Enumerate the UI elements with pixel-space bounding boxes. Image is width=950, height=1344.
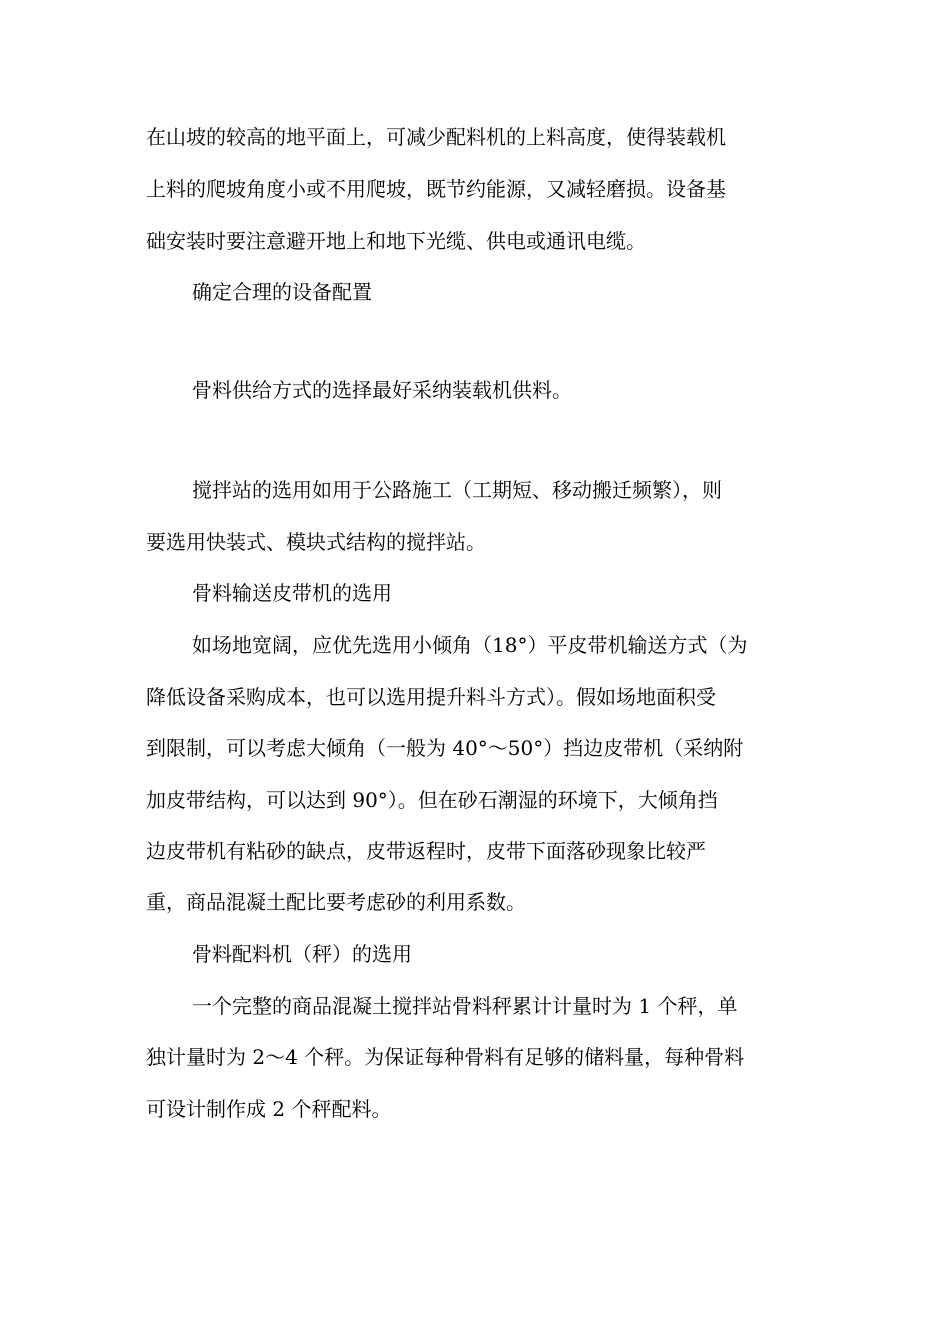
paragraph-line: 在山坡的较高的地平面上，可减少配料机的上料高度，使得装载机: [146, 125, 726, 149]
paragraph-line: 骨料供给方式的选择最好采纳装载机供料。: [192, 378, 572, 402]
paragraph-line: 上料的爬坡角度小或不用爬坡，既节约能源，又减轻磨损。设备基: [146, 177, 726, 201]
section-heading: 确定合理的设备配置: [192, 280, 372, 304]
paragraph-line: 一个完整的商品混凝土搅拌站骨料秤累计计量时为 1 个秤，单: [192, 994, 738, 1018]
paragraph-line: 独计量时为 2～4 个秤。为保证每种骨料有足够的储料量，每种骨料: [146, 1045, 745, 1069]
paragraph-line: 到限制，可以考虑大倾角（一般为 40°～50°）挡边皮带机（采纳附: [146, 736, 744, 760]
paragraph-line: 础安装时要注意避开地上和地下光缆、供电或通讯电缆。: [146, 229, 646, 253]
section-heading: 骨料输送皮带机的选用: [192, 581, 392, 605]
section-heading: 骨料配料机（秤）的选用: [192, 942, 412, 966]
paragraph-line: 重，商品混凝土配比要考虑砂的利用系数。: [146, 890, 526, 914]
paragraph-line: 如场地宽阔，应优先选用小倾角（18°）平皮带机输送方式（为: [192, 633, 748, 657]
paragraph-line: 边皮带机有粘砂的缺点，皮带返程时，皮带下面落砂现象比较严: [146, 839, 706, 863]
paragraph-line: 加皮带结构，可以达到 90°）。但在砂石潮湿的环境下，大倾角挡: [146, 788, 718, 812]
paragraph-line: 要选用快装式、模块式结构的搅拌站。: [146, 530, 486, 554]
paragraph-line: 搅拌站的选用如用于公路施工（工期短、移动搬迁频繁），则: [192, 478, 722, 502]
paragraph-line: 降低设备采购成本，也可以选用提升料斗方式）。假如场地面积受: [146, 685, 716, 709]
paragraph-line: 可设计制作成 2 个秤配料。: [146, 1097, 392, 1121]
